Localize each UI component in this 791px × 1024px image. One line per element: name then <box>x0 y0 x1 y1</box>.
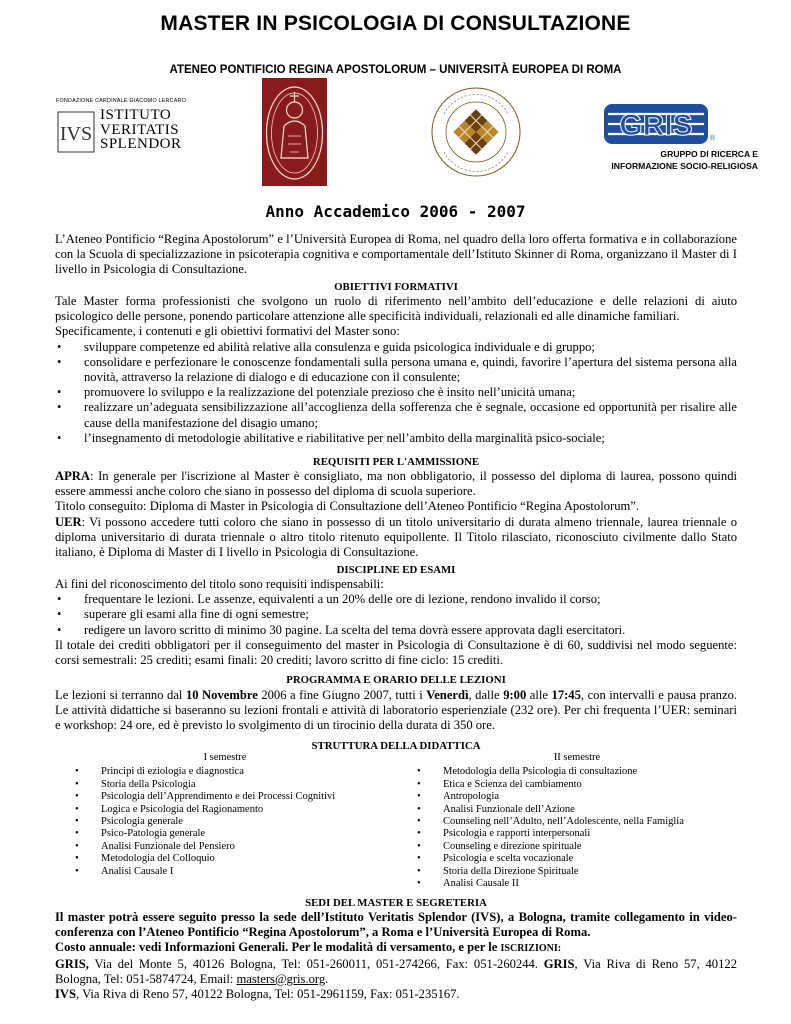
list-item: • l’insegnamento di metodologie abilitative e riabilitative per nell’ambito della marginalità psico-sociale; <box>55 431 737 446</box>
ivs-logo <box>56 98 206 156</box>
section-heading-struttura: STRUTTURA DELLA DIDATTICA <box>311 740 481 752</box>
intro-paragraph: L’Ateneo Pontificio “Regina Apostolorum” e l’Università Europea di Roma, nel quadro della loro offerta formativa e in collaborazione con la Scuola di specializzazione in psicoterapia cognitiva e comportamentale dell’Istituto Skinner di Roma, organizzano il Master di I livello in Psicologia di Consultazione. <box>55 232 737 277</box>
requisiti-block <box>55 469 737 560</box>
gris-address: Via del Monte 5, 40126 Bologna, Tel: 051-260011, 051-274266, Fax: 051-260244. <box>88 956 544 971</box>
section-heading-sedi: SEDI DEL MASTER E SEGRETERIA <box>305 897 487 909</box>
section-heading-discipline: DISCIPLINE ED ESAMI <box>336 564 456 576</box>
list-item: • frequentare le lezioni. Le assenze, equivalenti a un 20% delle ore di lezione, rendono invalido il corso; <box>55 592 737 607</box>
semester-1 <box>75 752 375 878</box>
gris-mark-icon <box>604 104 714 144</box>
ivs-address: , Via Riva di Reno 57, 40122 Bologna, Tel: 051-2961159, Fax: 051-235167. <box>76 987 460 1002</box>
gris2-label: GRIS <box>543 956 575 971</box>
costo-line <box>55 940 737 956</box>
obiettivi-list <box>55 340 737 446</box>
programma-text: 2006 a fine Giugno 2007, tutti i <box>257 688 427 702</box>
programma-text: Le lezioni si terranno dal <box>55 688 186 702</box>
list-item: • promuovere lo sviluppo e la realizzazione del potenziale prezioso che è insito nell’unicità umana; <box>55 385 737 400</box>
list-item: • sviluppare competenze ed abilità relative alla consulenza e guida psicologica individuale e di gruppo; <box>55 340 737 355</box>
course-item: • Analisi Funzionale dell’Azione <box>417 804 737 816</box>
semester-1-list <box>75 766 375 878</box>
list-item: • realizzare un’adeguata sensibilizzazione all’accoglienza della sofferenza che è segnale, occasione ed opportunità per risalire alle cause della manifestazione del disagio umano; <box>55 400 737 430</box>
gris-label: GRIS, <box>55 956 89 971</box>
section-heading-programma: PROGRAMMA E ORARIO DELLE LEZIONI <box>286 674 506 686</box>
uer-label: UER <box>55 514 82 529</box>
course-item: • Counseling nell’Adulto, nell’Adolescente, nella Famiglia <box>417 816 737 828</box>
course-item: • Storia della Direzione Spirituale <box>417 866 737 878</box>
uer-seal-icon <box>430 84 522 180</box>
apra-title: Titolo conseguito: Diploma di Master in Psicologia di Consultazione dell’Ateneo Pontificio “Regina Apostolorum”. <box>55 499 640 514</box>
apra-seal-icon <box>262 78 327 186</box>
ivs-contact <box>55 987 737 1002</box>
email-link[interactable]: masters@gris.org <box>236 971 326 986</box>
programma-text: , dalle <box>468 688 504 702</box>
end-time: 17:45 <box>551 688 581 702</box>
gris-mark-text: GRIS <box>619 109 693 142</box>
course-item: • Logica e Psicologia del Ragionamento <box>75 804 375 816</box>
obiettivi-intro: Specificamente, i contenuti e gli obiettivi formativi del Master sono: <box>55 324 400 339</box>
lesson-day: Venerdì <box>426 688 469 702</box>
ivs-name <box>100 108 182 152</box>
course-item: • Psicologia dell’Apprendimento e dei Processi Cognitivi <box>75 791 375 803</box>
costo-text: Costo annuale: vedi Informazioni Generali. Per le modalità di versamento, e per le <box>55 940 501 955</box>
ivs-mark-text: IVS <box>59 123 93 145</box>
course-item: • Analisi Causale I <box>75 866 375 878</box>
page-subtitle: ATENEO PONTIFICIO REGINA APOSTOLORUM – UNIVERSITÀ EUROPEA DI ROMA <box>169 64 622 76</box>
list-item: • superare gli esami alla fine di ogni semestre; <box>55 607 737 622</box>
sedi-block <box>55 910 737 1002</box>
uer-logo <box>430 84 522 180</box>
apra-text: : In generale per l'iscrizione al Master è consigliato, ma non obbligatorio, il possesso del diploma di laurea, possono quindi essere ammessi anche coloro che siano in possesso del diploma di scuola superiore. <box>55 469 737 499</box>
uer-requirements <box>55 515 737 561</box>
discipline-list <box>55 592 737 638</box>
discipline-block <box>55 577 737 668</box>
ivs-line2: VERITATIS <box>100 121 180 138</box>
email-end: . <box>325 971 329 986</box>
course-item: • Psicologia generale <box>75 816 375 828</box>
course-item: • Counseling e direzione spirituale <box>417 841 737 853</box>
semester-2-label: II semestre <box>553 752 601 763</box>
programma-text: , con intervalli e pausa pranzo. Le attività didattiche si baseranno su lezioni frontali e attività di laboratorio esperienziale (232 ore). Per chi frequenta l’UER: seminari e workshop: 24 ore, ed è previsto lo svolgimento di un tirocinio della durata di 350 ore. <box>55 688 738 733</box>
page-title: MASTER IN PSICOLOGIA DI CONSULTAZIONE <box>160 12 631 35</box>
ivs-line3: SPLENDOR <box>100 136 182 152</box>
section-heading-obiettivi: OBIETTIVI FORMATIVI <box>334 281 458 293</box>
course-item: • Psicologia e rapporti interpersonali <box>417 828 737 840</box>
gris-caption <box>588 148 758 172</box>
gris-contact <box>55 957 737 987</box>
gris-line2: INFORMAZIONE SOCIO-RELIGIOSA <box>611 161 758 171</box>
ivs-label: IVS <box>55 987 76 1002</box>
list-item: • redigere un lavoro scritto di minimo 30 pagine. La scelta del tema dovrà essere approvata dagli esercitatori. <box>55 623 737 638</box>
course-item: • Storia della Psicologia <box>75 779 375 791</box>
obiettivi-block <box>55 294 737 446</box>
list-item: • consolidare e perfezionare le conoscenze fondamentali sulla persona umana e, quindi, favorire l’apertura del sistema persona alla novità, attraverso la relazione di dialogo e di educazione con il consulente; <box>55 355 737 385</box>
course-item: • Analisi Causale II <box>417 878 737 890</box>
gris-logo <box>588 104 758 176</box>
uer-text: : Vi possono accedere tutti coloro che siano in possesso di un titolo universitario di durata almeno triennale, laurea triennale o diploma universitario di durata triennale o altro titolo ritenuto equipollente. Il Titolo rilasciato, riconosciuto civilmente dallo Stato italiano, è Diploma di Master di I livello in Psicologia di Consultazione. <box>55 514 737 560</box>
obiettivi-text: Tale Master forma professionisti che svolgono un ruolo di riferimento nell’ambito dell’educazione e delle relazioni di aiuto psicologico delle persone, ponendo particolare attenzione alle specificità individuali, relazionali ed alle dinamiche familiari. <box>55 294 737 324</box>
course-item: • Analisi Funzionale del Pensiero <box>75 841 375 853</box>
start-time: 9:00 <box>503 688 527 702</box>
course-item: • Principi di eziologia e diagnostica <box>75 766 375 778</box>
course-item: • Metodologia della Psicologia di consultazione <box>417 766 737 778</box>
apra-requirements <box>55 469 737 499</box>
programma-paragraph <box>55 688 737 734</box>
discipline-intro: Ai fini del riconoscimento del titolo sono requisiti indispensabili: <box>55 577 384 591</box>
course-item: • Antropologia <box>417 791 737 803</box>
ivs-mark-icon <box>56 108 96 154</box>
gris-registered: ® <box>710 135 716 142</box>
sedi-intro: Il master potrà essere seguito presso la sede dell’Istituto Veritatis Splendor (IVS), a Bologna, tramite collegamento in video-conferenza con l’Ateneo Pontificio “Regina Apostolorum”, a Roma e l’Università Europea di Roma. <box>55 910 737 940</box>
course-item: • Psico-Patologia generale <box>75 828 375 840</box>
crediti-text: Il totale dei crediti obbligatori per il conseguimento del master in Psicologia di Consultazione è di 60, suddivisi nel modo seguente: corsi semestrali: 25 crediti; esami finali: 20 crediti; lavoro scritto di fine ciclo: 15 crediti. <box>55 637 737 668</box>
iscrizioni-label: ISCRIZIONI: <box>500 943 562 955</box>
semester-1-label: I semestre <box>203 752 247 763</box>
academic-year: Anno Accademico 2006 - 2007 <box>265 202 526 221</box>
apra-logo <box>262 78 327 186</box>
ivs-foundation-label: FONDAZIONE CARDINALE GIACOMO LERCARO <box>56 98 187 104</box>
section-heading-requisiti: REQUISITI PER L'AMMISSIONE <box>312 456 480 468</box>
start-date: 10 Novembre <box>185 688 258 702</box>
ivs-line1: ISTITUTO <box>100 107 172 123</box>
apra-label: APRA <box>55 469 90 483</box>
gris-line1: GRUPPO DI RICERCA E <box>660 149 758 159</box>
course-item: • Psicologia e scelta vocazionale <box>417 853 737 865</box>
programma-text: alle <box>526 688 552 702</box>
semester-2-list <box>417 766 737 890</box>
course-item: • Metodologia del Colloquio <box>75 853 375 865</box>
gris2-address: , Via Riva di Reno 57, 40122 Bologna, Tel: 051-5874724, Email: <box>55 956 737 986</box>
course-item: • Etica e Scienza del cambiamento <box>417 779 737 791</box>
semester-2 <box>417 752 737 890</box>
